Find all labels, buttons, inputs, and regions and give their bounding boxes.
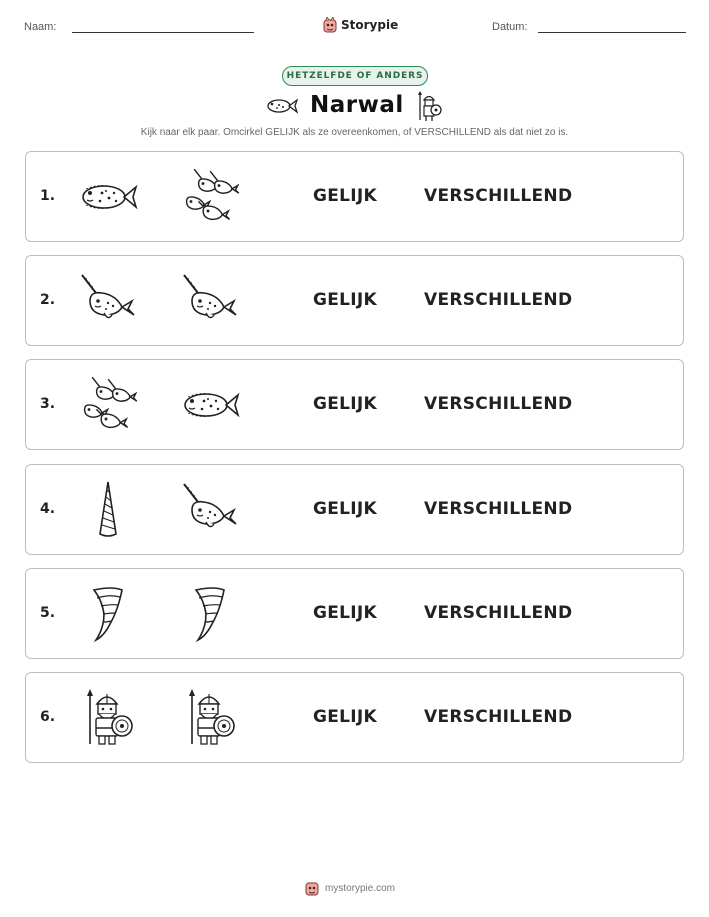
viking-icon bbox=[78, 688, 138, 748]
question-row bbox=[25, 672, 684, 763]
storypie-logo-icon bbox=[305, 880, 319, 896]
narwhal-icon bbox=[78, 271, 138, 331]
option-different[interactable]: VERSCHILLEND bbox=[424, 707, 573, 727]
page-title: Narwal bbox=[310, 92, 404, 118]
question-row bbox=[25, 255, 684, 346]
worksheet-header bbox=[0, 14, 709, 40]
question-row bbox=[25, 568, 684, 659]
question-row bbox=[25, 359, 684, 450]
storypie-logo-icon bbox=[323, 17, 337, 33]
narwhal-icon bbox=[180, 271, 240, 331]
option-same[interactable]: GELIJK bbox=[313, 707, 378, 727]
option-different[interactable]: VERSCHILLEND bbox=[424, 186, 573, 206]
viking-icon bbox=[416, 90, 442, 122]
date-label: Datum: bbox=[492, 21, 528, 33]
question-number: 5. bbox=[40, 605, 56, 621]
date-line bbox=[538, 32, 686, 33]
narwhal-group-icon bbox=[78, 375, 138, 435]
question-number: 3. bbox=[40, 396, 56, 412]
flounder-icon bbox=[266, 96, 298, 116]
question-row bbox=[25, 151, 684, 242]
option-same[interactable]: GELIJK bbox=[313, 499, 378, 519]
question-row bbox=[25, 464, 684, 555]
narwhal-icon bbox=[180, 480, 240, 540]
instructions: Kijk naar elk paar. Omcirkel GELIJK als ze overeenkomen, of VERSCHILLEND als dat niet zo is. bbox=[140, 127, 569, 138]
option-different[interactable]: VERSCHILLEND bbox=[424, 290, 573, 310]
brand bbox=[323, 14, 398, 36]
horn-icon bbox=[78, 584, 138, 644]
option-different[interactable]: VERSCHILLEND bbox=[424, 394, 573, 414]
option-different[interactable]: VERSCHILLEND bbox=[424, 603, 573, 623]
option-same[interactable]: GELIJK bbox=[313, 394, 378, 414]
option-different[interactable]: VERSCHILLEND bbox=[424, 499, 573, 519]
flounder-icon bbox=[180, 375, 240, 435]
option-same[interactable]: GELIJK bbox=[313, 186, 378, 206]
question-number: 6. bbox=[40, 709, 56, 725]
narwhal-tusk-icon bbox=[78, 480, 138, 540]
viking-icon bbox=[180, 688, 240, 748]
horn-icon bbox=[180, 584, 240, 644]
flounder-icon bbox=[78, 167, 138, 227]
narwhal-group-icon bbox=[180, 167, 240, 227]
name-line bbox=[72, 32, 254, 33]
worksheet-type-badge: HETZELFDE OF ANDERS bbox=[282, 66, 428, 86]
footer bbox=[305, 880, 395, 896]
name-label: Naam: bbox=[24, 21, 57, 33]
question-number: 4. bbox=[40, 501, 56, 517]
brand-name: Storypie bbox=[341, 18, 399, 32]
option-same[interactable]: GELIJK bbox=[313, 290, 378, 310]
option-same[interactable]: GELIJK bbox=[313, 603, 378, 623]
question-number: 1. bbox=[40, 188, 56, 204]
question-number: 2. bbox=[40, 292, 56, 308]
footer-url: mystorypie.com bbox=[325, 882, 396, 894]
title-row bbox=[0, 90, 709, 126]
